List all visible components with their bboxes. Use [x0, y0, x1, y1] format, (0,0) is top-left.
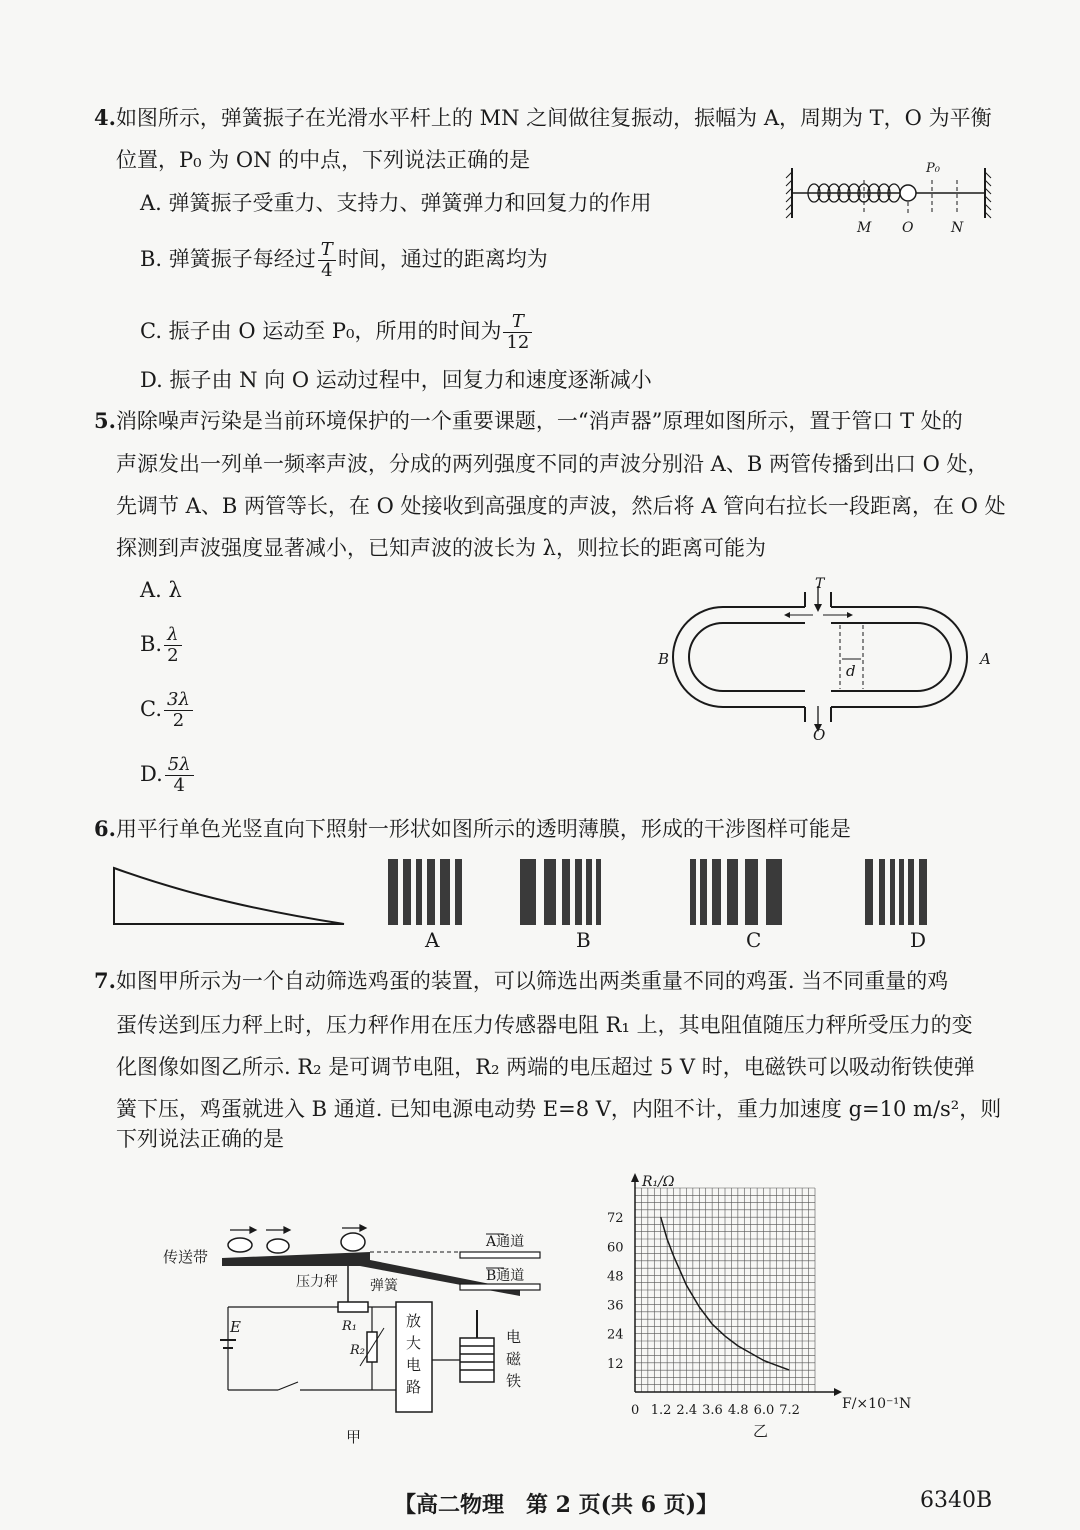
fraction-numerator: T [318, 240, 336, 261]
y-tick-label: 60 [607, 1240, 624, 1256]
spring-oscillator-figure [780, 150, 1000, 240]
q7-line1 [94, 966, 948, 996]
fraction-denominator: 2 [172, 710, 185, 731]
label-channel-a: A通道 [486, 1234, 525, 1250]
q5-option-b-fraction [164, 625, 181, 666]
q4-option-b-fraction [318, 240, 336, 281]
fringe-band [427, 859, 435, 925]
label-r1: R₁ [342, 1319, 357, 1334]
label-t: T [815, 576, 825, 592]
y-axis-arrow [631, 1173, 639, 1182]
x-tick-label: 2.4 [676, 1403, 698, 1418]
label-p0: P₀ [926, 161, 940, 176]
chart-axes [631, 1173, 842, 1396]
y-tick-label: 36 [607, 1298, 624, 1314]
x-tick-label: 0 [631, 1403, 640, 1418]
label-a: A [980, 650, 991, 668]
fringe-band [388, 859, 398, 925]
label-channel-b: B通道 [486, 1268, 525, 1284]
fringe-band [440, 859, 450, 925]
fringe-groups [388, 859, 927, 925]
q5-option-c-label: C. [140, 697, 162, 721]
fringe-band [544, 859, 556, 925]
q6-text-1: 用平行单色光竖直向下照射一形状如图所示的透明薄膜，形成的干涉图样可能是 [115, 817, 851, 841]
q5-option-d-fraction [165, 755, 194, 796]
q5-option-b-label: B. [140, 632, 163, 656]
q4-option-b-pre: B. 弹簧振子每经过 [140, 247, 316, 271]
y-tick-label: 12 [607, 1356, 624, 1372]
egg-1 [228, 1238, 252, 1252]
chart-grid [635, 1188, 815, 1392]
film-shape-figure [108, 862, 348, 928]
fringe-band [919, 859, 927, 925]
q4-number: 4. [94, 105, 116, 130]
chart-tick-labels [607, 1211, 800, 1418]
q4-option-c [140, 312, 534, 353]
chart-ylabel: R₁/Ω [642, 1174, 675, 1190]
interference-patterns [380, 855, 980, 955]
q4-option-a: A. 弹簧振子受重力、支持力、弹簧弹力和回复力的作用 [140, 191, 652, 215]
amp-char-1: 放 [406, 1312, 422, 1330]
q4-option-c-pre: C. 振子由 O 运动至 P₀，所用的时间为 [140, 319, 502, 343]
q4-option-b [140, 240, 548, 281]
pattern-label-b: B [576, 928, 591, 952]
q7-line2: 蛋传送到压力秤上时，压力秤作用在压力传感器电阻 R₁ 上，其电阻值随压力秤所受压力的变 [116, 1013, 973, 1037]
egg-2 [267, 1239, 289, 1253]
fringe-band [700, 859, 707, 925]
y-tick-label: 24 [607, 1327, 624, 1343]
fraction-numerator: 5λ [165, 755, 194, 776]
page-footer-center: 【高二物理 第 2 页(共 6 页)】 [394, 1492, 719, 1518]
fraction-denominator: 2 [167, 645, 179, 666]
q5-line3: 先调节 A、B 两管等长，在 O 处接收到高强度的声波，然后将 A 管向右拉长一段距离，在 O 处 [116, 494, 1006, 518]
amp-char-2: 大 [406, 1334, 422, 1352]
fraction-denominator: 12 [506, 332, 530, 353]
q5-option-d [140, 755, 196, 796]
q5-line2: 声源发出一列单一频率声波，分成的两列强度不同的声波分别沿 A、B 两管传播到出口 O 处， [116, 452, 989, 476]
q7-number: 7. [94, 968, 116, 993]
q5-number: 5. [94, 408, 116, 433]
q4-line2: 位置，P₀ 为 ON 的中点，下列说法正确的是 [116, 148, 531, 172]
fringe-band [690, 859, 696, 925]
fraction-numerator: λ [164, 625, 181, 646]
q5-line4: 探测到声波强度显著减小，已知声波的波长为 λ，则拉长的距离可能为 [116, 536, 766, 560]
q4-option-b-post: 时间，通过的距离均为 [337, 247, 548, 271]
muffler-figure [655, 572, 1000, 742]
fringe-band [766, 859, 782, 925]
x-tick-label: 7.2 [779, 1403, 800, 1418]
label-magnet [506, 1328, 522, 1390]
q4-option-c-fraction [503, 312, 532, 353]
fringe-band [879, 859, 885, 925]
label-o: O [902, 220, 914, 236]
q7-line5: 下列说法正确的是 [116, 1127, 284, 1151]
page-footer-code: 6340B [920, 1488, 993, 1513]
electromagnet [460, 1338, 494, 1382]
amp-char-4: 路 [406, 1378, 422, 1396]
q5-line1 [94, 406, 963, 436]
figure-caption-jia: 甲 [346, 1428, 362, 1446]
magnet-char-3: 铁 [506, 1372, 522, 1390]
magnet-char-1: 电 [506, 1328, 522, 1346]
fringe-band [520, 859, 536, 925]
q5-option-b [140, 625, 184, 666]
resistor-r1 [338, 1302, 368, 1312]
x-tick-label: 4.8 [727, 1403, 749, 1418]
magnet-char-2: 磁 [506, 1350, 522, 1368]
amp-char-3: 电 [406, 1356, 422, 1374]
fringe-band [908, 859, 914, 925]
label-b: B [658, 650, 670, 668]
label-m: M [857, 220, 872, 236]
label-conveyor: 传送带 [163, 1248, 209, 1266]
q7-line3: 化图像如图乙所示. R₂ 是可调节电阻，R₂ 两端的电压超过 5 V 时，电磁铁可以吸动衔铁使弹 [116, 1055, 975, 1079]
chart-xlabel: F/×10⁻¹N [842, 1396, 912, 1412]
q4-text-1: 如图所示，弹簧振子在光滑水平杆上的 MN 之间做往复振动，振幅为 A，周期为 T，O 为平衡 [115, 106, 992, 130]
q7-line4: 簧下压，鸡蛋就进入 B 通道. 已知电源电动势 E=8 V，内阻不计，重力加速度 g=10 m/s²，则 [116, 1097, 1002, 1121]
q6-line1 [94, 814, 851, 844]
fringe-band [712, 859, 721, 925]
fringe-band [596, 859, 601, 925]
q5-option-d-label: D. [140, 762, 163, 786]
fringe-band [586, 859, 592, 925]
x-tick-label: 1.2 [650, 1403, 672, 1418]
egg-sorter-figure [160, 1210, 560, 1450]
fringe-band [416, 859, 422, 925]
x-tick-label: 6.0 [753, 1403, 775, 1418]
q4-line1 [94, 103, 992, 133]
fringe-band [727, 859, 738, 925]
pattern-label-a: A [425, 928, 440, 952]
y-tick-label: 72 [607, 1211, 624, 1227]
q6-number: 6. [94, 816, 116, 841]
q7-text-1: 如图甲所示为一个自动筛选鸡蛋的装置，可以筛选出两类重量不同的鸡蛋. 当不同重量的鸡 [115, 969, 949, 993]
fraction-numerator: T [503, 312, 532, 333]
label-d: d [846, 662, 856, 680]
label-n: N [951, 220, 964, 236]
fringe-band [562, 859, 570, 925]
q4-option-d: D. 振子由 N 向 O 运动过程中，回复力和速度逐渐减小 [140, 368, 652, 392]
label-e: E [230, 1318, 241, 1336]
label-scale: 压力秤 [296, 1274, 338, 1290]
fraction-numerator: 3λ [164, 690, 193, 711]
oscillator-ball [900, 185, 916, 201]
fringe-band [899, 859, 904, 925]
q5-option-a: A. λ [140, 578, 182, 602]
label-r2: R₂ [350, 1343, 365, 1358]
fringe-band [745, 859, 758, 925]
fringe-band [865, 859, 873, 925]
pattern-label-d: D [910, 928, 927, 952]
r1-force-chart [590, 1168, 920, 1448]
q5-option-c [140, 690, 195, 731]
fringe-band [403, 859, 411, 925]
fringe-band [890, 859, 895, 925]
q5-text-1: 消除噪声污染是当前环境保护的一个重要课题，一“消声器”原理如图所示，置于管口 T 处的 [115, 409, 963, 433]
fringe-band [455, 859, 462, 925]
x-tick-label: 3.6 [702, 1403, 723, 1418]
egg-3 [341, 1233, 365, 1251]
label-spring: 弹簧 [370, 1278, 398, 1294]
figure-caption-yi: 乙 [753, 1422, 769, 1440]
x-axis-arrow [834, 1388, 842, 1396]
fraction-denominator: 4 [321, 260, 333, 281]
q5-option-c-fraction [164, 690, 193, 731]
pattern-label-c: C [746, 928, 762, 952]
label-o: O [813, 726, 826, 742]
fringe-band [575, 859, 582, 925]
fraction-denominator: 4 [173, 775, 185, 796]
y-tick-label: 48 [607, 1269, 624, 1285]
